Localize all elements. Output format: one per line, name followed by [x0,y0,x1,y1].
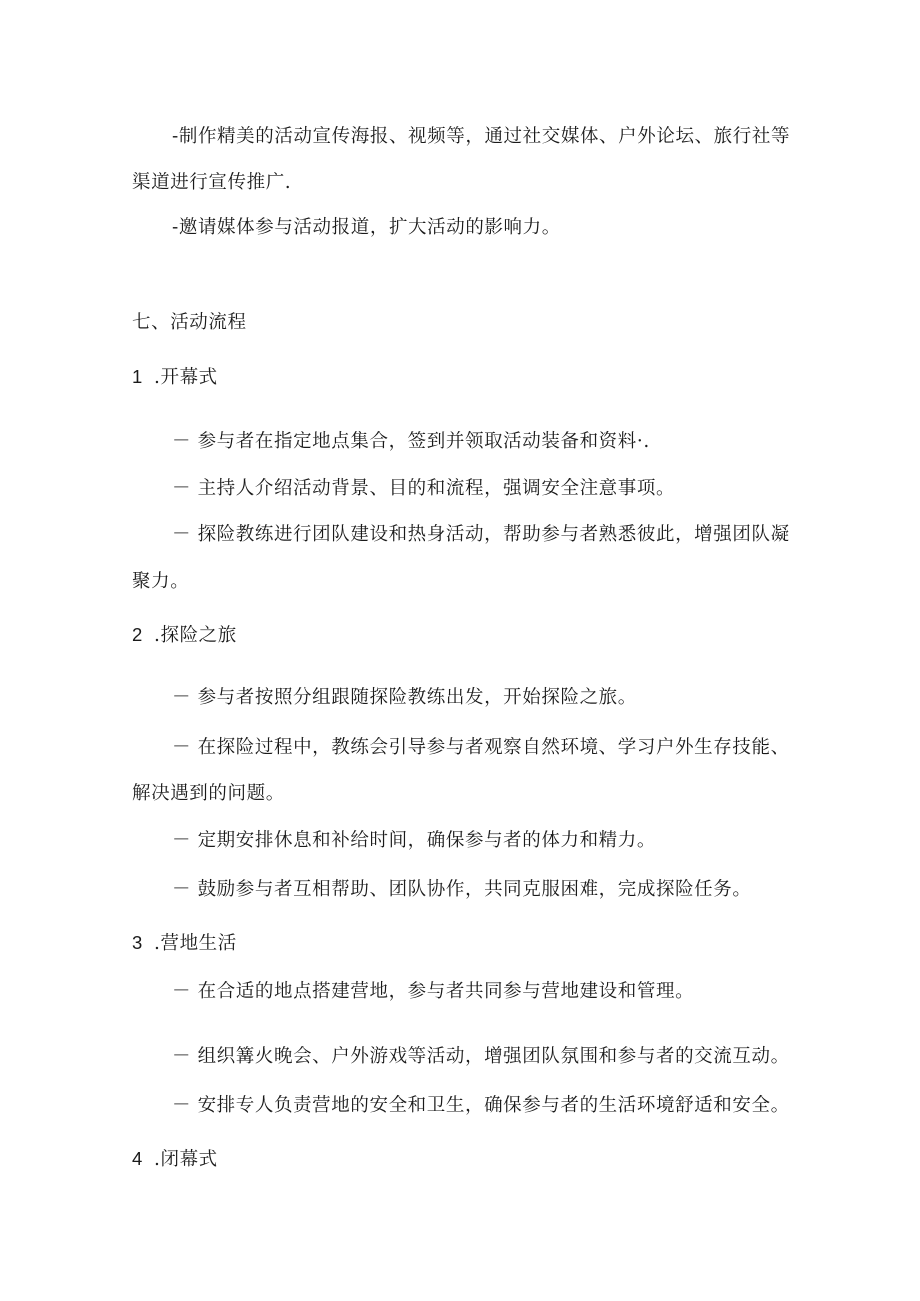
list-item: － 鼓励参与者互相帮助、团队协作，共同克服困难，完成探险任务。 [172,879,752,900]
paragraph-promotion-line1: -制作精美的活动宣传海报、视频等，通过社交媒体、户外论坛、旅行社等 [172,126,791,147]
subsection-heading-opening [132,365,218,390]
subsection-heading-camp-life [132,931,237,956]
subsection-number: 1 [132,366,143,387]
section-title-activity-flow: 七、活动流程 [132,312,247,333]
paragraph-promotion-line2: 渠道进行宣传推广. [132,172,292,193]
list-item: － 定期安排休息和补给时间，确保参与者的体力和精力。 [172,830,656,851]
subsection-title: .开幕式 [154,367,218,388]
list-item: － 参与者在指定地点集合，签到并领取活动装备和资料·. [172,431,650,452]
subsection-heading-closing [132,1147,218,1172]
list-item: － 组织篝火晚会、户外游戏等活动，增强团队氛围和参与者的交流互动。 [172,1046,790,1067]
list-item: － 在探险过程中，教练会引导参与者观察自然环境、学习户外生存技能、 [172,737,790,758]
list-item: － 安排专人负责营地的安全和卫生，确保参与者的生活环境舒适和安全。 [172,1095,790,1116]
subsection-number: 4 [132,1148,143,1169]
list-item: － 在合适的地点搭建营地，参与者共同参与营地建设和管理。 [172,981,695,1002]
list-item-continuation: 解决遇到的问题。 [132,783,285,804]
list-item: － 参与者按照分组跟随探险教练出发，开始探险之旅。 [172,687,637,708]
subsection-number: 3 [132,932,143,953]
list-item: － 主持人介绍活动背景、目的和流程，强调安全注意事项。 [172,478,676,499]
subsection-heading-expedition [132,623,237,648]
list-item: － 探险教练进行团队建设和热身活动，帮助参与者熟悉彼此，增强团队凝 [172,524,790,545]
subsection-title: .营地生活 [154,933,237,954]
subsection-title: .闭幕式 [154,1149,218,1170]
list-item-continuation: 聚力。 [132,571,190,592]
paragraph-media: -邀请媒体参与活动报道，扩大活动的影响力。 [172,217,561,238]
subsection-number: 2 [132,624,143,645]
subsection-title: .探险之旅 [154,625,237,646]
